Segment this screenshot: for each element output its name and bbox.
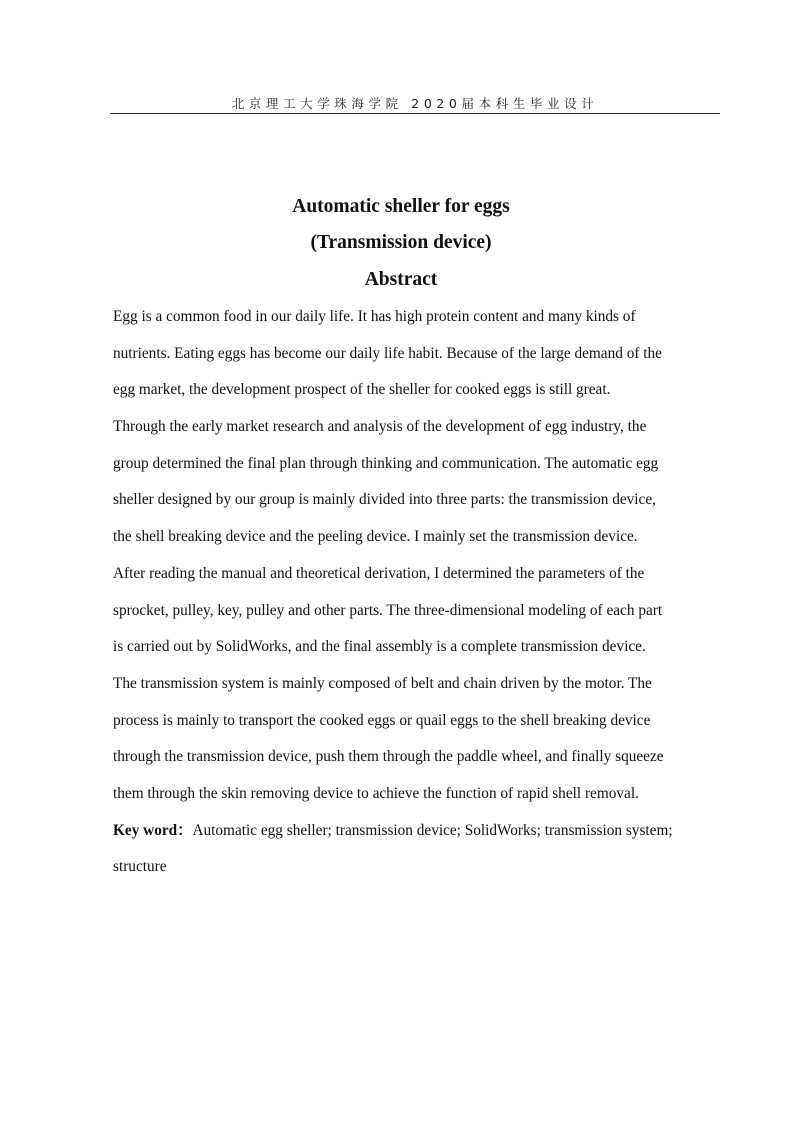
document-subtitle: (Transmission device) bbox=[310, 232, 492, 253]
abstract-line: group determined the final plan through thinking and communication. The automatic egg bbox=[113, 454, 659, 472]
keywords-line bbox=[113, 819, 703, 856]
abstract-line: process is mainly to transport the cooked eggs or quail eggs to the shell breaking device bbox=[113, 711, 651, 729]
keywords-text: Automatic egg sheller; transmission device; SolidWorks; transmission system; bbox=[192, 821, 673, 839]
abstract-line: Through the early market research and analysis of the development of egg industry, the bbox=[113, 418, 647, 436]
abstract-heading: Abstract bbox=[364, 269, 438, 290]
abstract-line: through the transmission device, push them through the paddle wheel, and finally squeeze bbox=[113, 748, 664, 766]
abstract-line: the shell breaking device and the peeling device. I mainly set the transmission device. bbox=[113, 528, 638, 546]
running-header: 北京理工大学珠海学院 2020届本科生毕业设计 bbox=[231, 96, 599, 111]
abstract-line: is carried out by SolidWorks, and the final assembly is a complete transmission device. bbox=[113, 638, 646, 656]
abstract-body bbox=[113, 305, 703, 892]
abstract-line: sprocket, pulley, key, pulley and other parts. The three-dimensional modeling of each part bbox=[113, 601, 663, 619]
abstract-line: sheller designed by our group is mainly divided into three parts: the transmission device, bbox=[113, 491, 656, 509]
abstract-line: After reading the manual and theoretical derivation, I determined the parameters of the bbox=[113, 564, 645, 582]
keywords-label: Key word： bbox=[113, 821, 193, 839]
abstract-line: them through the skin removing device to achieve the function of rapid shell removal. bbox=[113, 784, 639, 802]
abstract-line: The transmission system is mainly composed of belt and chain driven by the motor. The bbox=[113, 674, 652, 692]
abstract-line: egg market, the development prospect of the sheller for cooked eggs is still great. bbox=[113, 381, 611, 399]
abstract-line: Egg is a common food in our daily life. It has high protein content and many kinds of bbox=[113, 308, 636, 325]
document-title: Automatic sheller for eggs bbox=[292, 196, 510, 217]
abstract-line: nutrients. Eating eggs has become our daily life habit. Because of the large demand of the bbox=[113, 344, 662, 362]
keywords-continuation: structure bbox=[113, 858, 167, 876]
header-rule bbox=[110, 113, 720, 114]
